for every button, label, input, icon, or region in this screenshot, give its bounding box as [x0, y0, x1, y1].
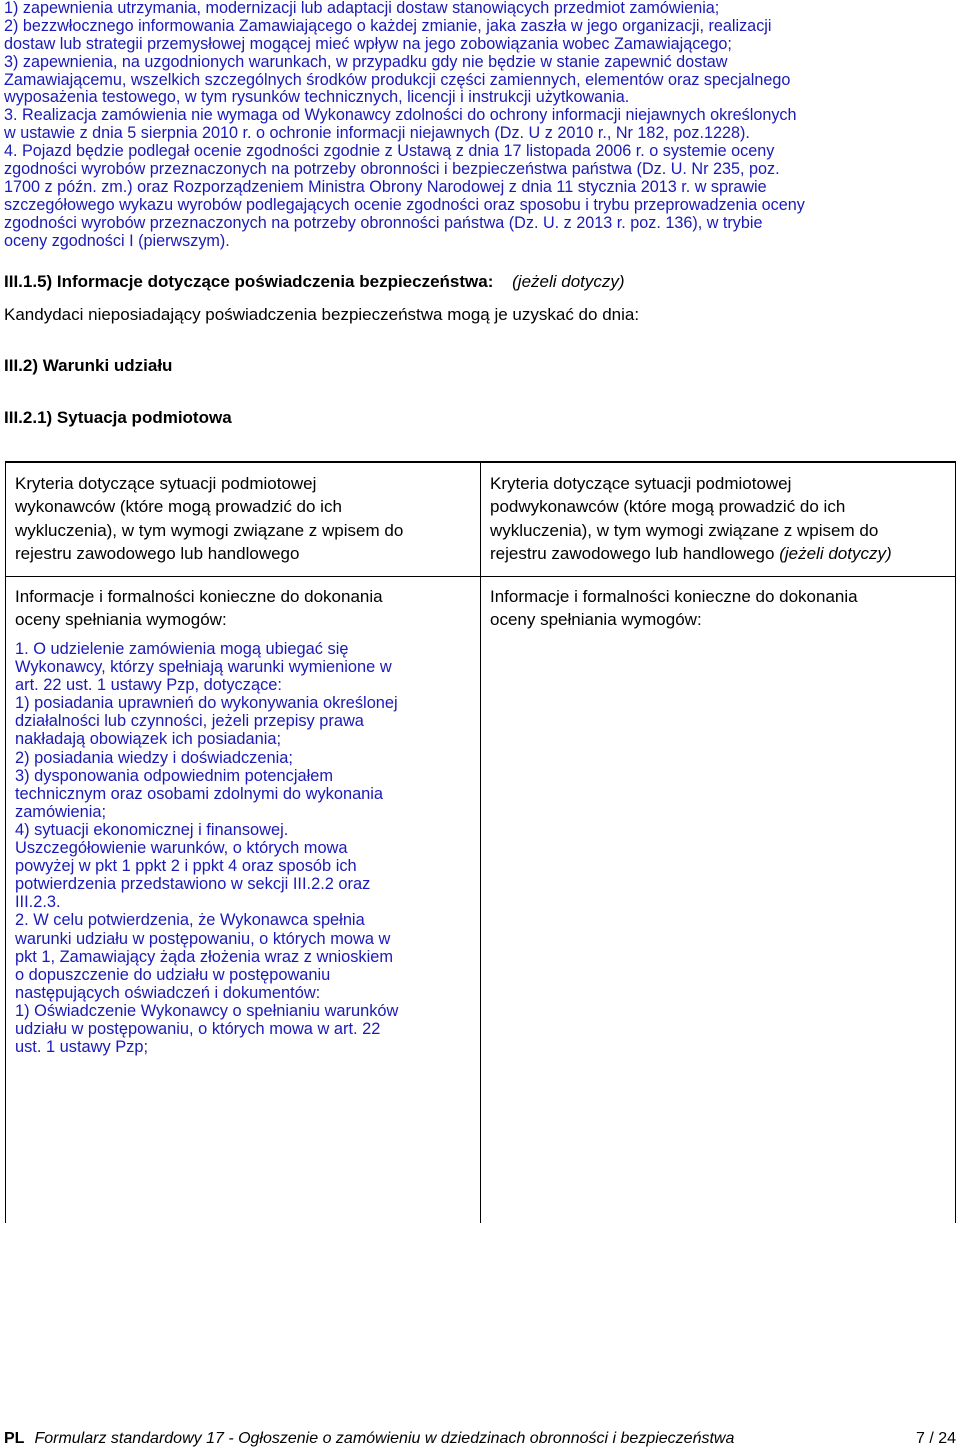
right-info-label — [490, 585, 858, 632]
requirement-line: warunki udziału w postępowaniu, o których mowa w — [15, 929, 391, 948]
left-requirements-list — [15, 640, 398, 1056]
footer-page-number: 7 / 24 — [915, 1430, 956, 1447]
intro-line: 1700 z późn. zm.) oraz Rozporządzeniem Ministra Obrony Narodowej z dnia 11 stycznia 2013 r. w sprawie — [4, 177, 767, 196]
intro-line: 3) zapewnienia, na uzgodnionych warunkach, w przypadku gdy nie będzie w stanie zapewnić dostaw — [4, 52, 728, 71]
section-315-heading-row — [4, 272, 625, 292]
requirement-line: zamówienia; — [15, 802, 107, 821]
table-row-divider — [6, 576, 955, 577]
info-label-line: oceny spełniania wymogów: — [490, 610, 702, 630]
requirement-line: Wykonawcy, którzy spełniają warunki wymienione w — [15, 658, 392, 677]
requirement-line: 2) posiadania wiedzy i doświadczenia; — [15, 748, 293, 767]
intro-line: 2) bezzwłocznego informowania Zamawiającego o każdej zmianie, jaka zaszła w jego organizacji, realizacji — [4, 16, 772, 35]
requirement-line: 1) posiadania uprawnień do wykonywania określonej — [15, 694, 398, 713]
intro-line: zgodności wyrobów przeznaczonych na potrzeby obronności i bezpieczeństwa państwa (Dz. U. Nr 235, poz. — [4, 160, 780, 179]
right-header-note: (jeżeli dotyczy) — [779, 543, 892, 563]
requirement-line: art. 22 ust. 1 ustawy Pzp, dotyczące: — [15, 676, 282, 695]
intro-line: oceny zgodności I (pierwszym). — [4, 231, 230, 250]
requirement-line: 3) dysponowania odpowiednim potencjałem — [15, 766, 333, 785]
right-header-line-last: rejestru zawodowego lub handlowego (jeżeli dotyczy) — [490, 543, 892, 563]
section-321-heading: III.2.1) Sytuacja podmiotowa — [4, 408, 232, 427]
requirement-line: nakładają obowiązek ich posiadania; — [15, 730, 282, 749]
right-header-line: podwykonawców (które mogą prowadzić do ich — [490, 497, 846, 517]
section-315-heading: III.1.5) Informacje dotyczące poświadczenia bezpieczeństwa: — [4, 272, 494, 291]
requirement-line: Uszczegółowienie warunków, o których mowa — [15, 839, 348, 858]
intro-line: 4. Pojazd będzie podlegał ocenie zgodności zgodnie z Ustawą z dnia 17 listopada 2006 r. o systemie oceny — [4, 142, 775, 161]
requirement-line: pkt 1, Zamawiający żąda złożenia wraz z wnioskiem — [15, 947, 394, 966]
left-header-line: wykluczenia), w tym wymogi związane z wpisem do — [15, 520, 404, 540]
left-header-line: wykonawców (które mogą prowadzić do ich — [15, 497, 342, 517]
page-footer — [4, 1428, 956, 1450]
intro-line: zgodności wyrobów przeznaczonych na potrzeby obronności państwa (Dz. U. z 2013 r. poz. 136), w trybie — [4, 213, 763, 232]
requirement-line: 4) sytuacji ekonomicznej i finansowej. — [15, 820, 289, 839]
left-header-line: rejestru zawodowego lub handlowego — [15, 543, 300, 563]
candidates-text: Kandydaci nieposiadający poświadczenia bezpieczeństwa mogą je uzyskać do dnia: — [4, 305, 640, 324]
intro-line: wyposażenia testowego, w tym rysunków technicznych, licencji i instrukcji użytkowania. — [4, 88, 630, 107]
section-315-note: (jeżeli dotyczy) — [512, 272, 625, 291]
requirement-line: 1) Oświadczenie Wykonawcy o spełnianiu warunków — [15, 1001, 399, 1020]
requirement-line: ust. 1 ustawy Pzp; — [15, 1038, 149, 1057]
requirement-line: udziału w postępowaniu, o których mowa w art. 22 — [15, 1019, 381, 1038]
intro-paragraphs — [4, 0, 956, 250]
right-header-line: Kryteria dotyczące sytuacji podmiotowej — [490, 474, 792, 493]
intro-line: szczegółowego wykazu wyrobów podlegających ocenie zgodności oraz sposobu i trybu przeprowadzenia oceny — [4, 195, 805, 214]
section-32-heading: III.2) Warunki udziału — [4, 356, 173, 375]
intro-line: dostaw lub strategii przemysłowej mogącej mieć wpływ na jego zobowiązania wobec Zamawiającego; — [4, 34, 732, 53]
intro-line: 1) zapewnienia utrzymania, modernizacji lub adaptacji dostaw stanowiących przedmiot zamówienia; — [4, 0, 720, 17]
right-header-line: wykluczenia), w tym wymogi związane z wpisem do — [490, 520, 879, 540]
right-header-cell — [490, 472, 892, 565]
info-label-line: oceny spełniania wymogów: — [15, 610, 227, 630]
table-column-divider — [480, 463, 481, 1223]
intro-line: w ustawie z dnia 5 sierpnia 2010 r. o ochronie informacji niejawnych (Dz. U z 2010 r., Nr 182, poz.1228). — [4, 124, 750, 143]
footer-lang: PL — [4, 1430, 25, 1447]
requirement-line: o dopuszczenie do udziału w postępowaniu — [15, 965, 331, 984]
left-header-cell — [15, 472, 403, 565]
requirement-line: III.2.3. — [15, 893, 61, 912]
requirement-line: następujących oświadczeń i dokumentów: — [15, 983, 321, 1002]
requirement-line: powyżej w pkt 1 ppkt 2 i ppkt 4 oraz sposób ich — [15, 857, 357, 876]
info-label-line: Informacje i formalności konieczne do dokonania — [15, 587, 383, 606]
left-info-label — [15, 585, 383, 632]
requirement-line: potwierdzenia przedstawiono w sekcji III.2.2 oraz — [15, 875, 371, 894]
footer-title: Formularz standardowy 17 - Ogłoszenie o zamówieniu w dziedzinach obronności i bezpieczeństwa — [34, 1430, 735, 1447]
intro-line: 3. Realizacja zamówienia nie wymaga od Wykonawcy zdolności do ochrony informacji niejawnych określonych — [4, 106, 797, 125]
requirement-line: działalności lub czynności, jeżeli przepisy prawa — [15, 712, 364, 731]
requirement-line: 1. O udzielenie zamówienia mogą ubiegać się — [15, 640, 349, 658]
criteria-table — [5, 461, 956, 1223]
requirement-line: technicznym oraz osobami zdolnymi do wykonania — [15, 784, 384, 803]
requirement-line: 2. W celu potwierdzenia, że Wykonawca spełnia — [15, 911, 365, 930]
intro-line: Zamawiającemu, wszelkich szczególnych środków produkcji części zamiennych, elementów oraz specjalnego — [4, 70, 791, 89]
left-header-line: Kryteria dotyczące sytuacji podmiotowej — [15, 474, 317, 493]
info-label-line: Informacje i formalności konieczne do dokonania — [490, 587, 858, 606]
